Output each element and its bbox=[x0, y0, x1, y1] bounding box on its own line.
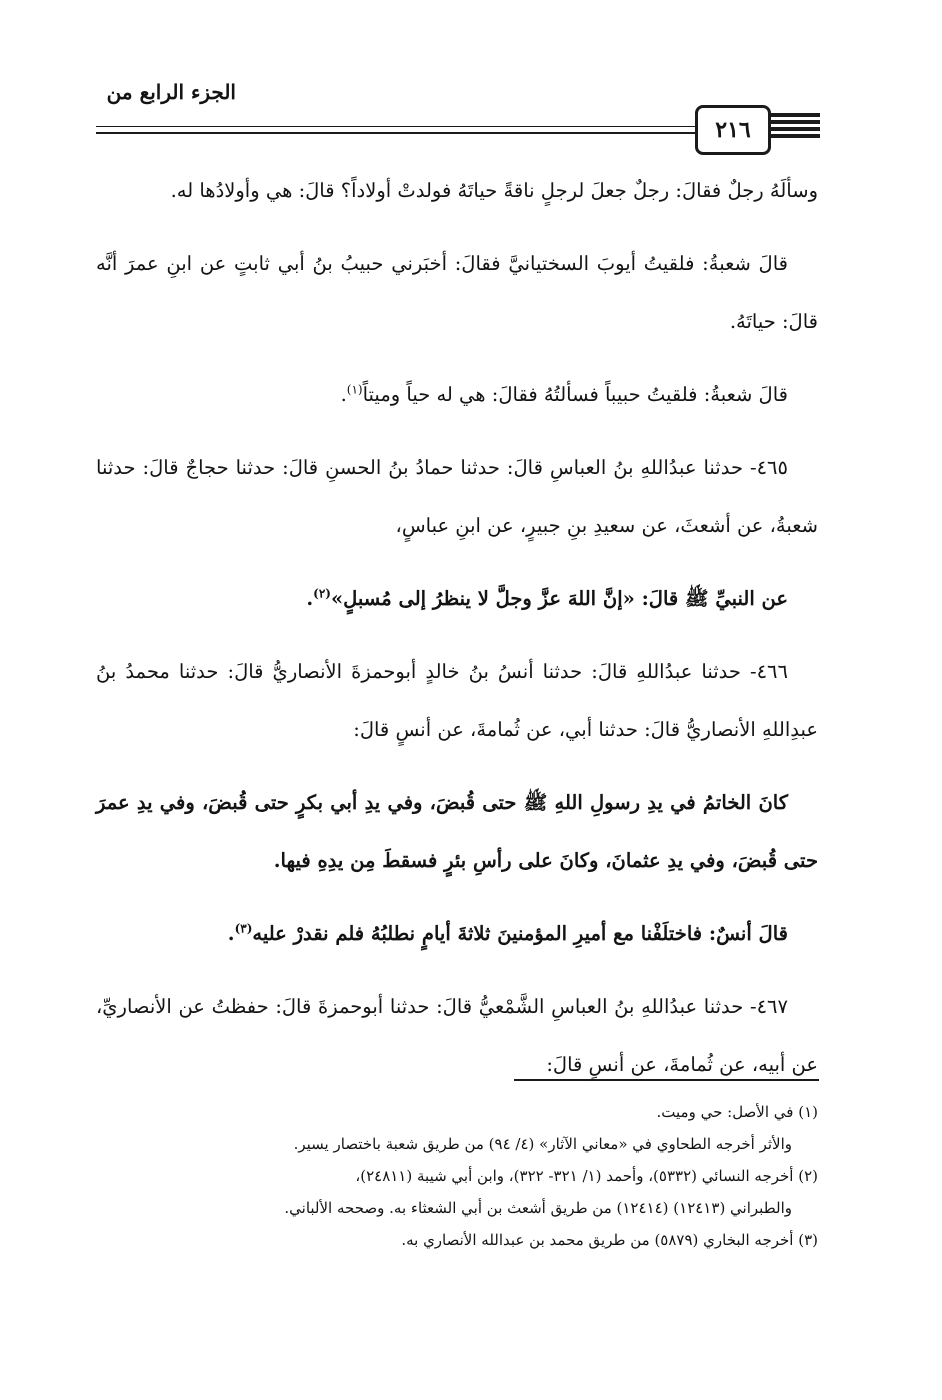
hadith-466-addendum-text: قالَ أنسٌ: فاختلَفْنا مع أميرِ المؤمنينَ ثلاثةَ أيامٍ نطلبُهُ فلم نقدرْ عليه bbox=[252, 922, 788, 945]
hadith-466: ٤٦٦- حدثنا عبدُاللهِ قالَ: حدثنا أنسُ بنُ خالدٍ أبوحمزةَ الأنصاريُّ قالَ: حدثنا محمدُ بنُ عبدِاللهِ الأنصاريُّ قالَ: حدثنا أبي، عن ثُمامةَ، عن أنسٍ قالَ: bbox=[96, 660, 818, 741]
main-text bbox=[96, 162, 818, 1109]
hadith-466-matn: كانَ الخاتمُ في يدِ رسولِ اللهِ ﷺ حتى قُبضَ، وفي يدِ أبي بكرٍ حتى قُبضَ، وفي يدِ عمرَ حتى قُبضَ، وفي يدِ عثمانَ، وكانَ على رأسِ بئرٍ فسقطَ مِن يدِهِ فيها. bbox=[96, 791, 818, 872]
footnote-3: (٣) أخرجه البخاري (٥٨٧٩) من طريق محمد بن عبدالله الأنصاري به. bbox=[401, 1231, 818, 1249]
paragraph-3-text: قالَ شعبةُ: فلقيتُ حبيباً فسألتُهُ فقالَ: هي له حياً وميتاً bbox=[362, 383, 788, 406]
footnote-2-continuation: والطبراني (١٢٤١٣) (١٢٤١٤) من طريق أشعث بن أبي الشعثاء به. وصححه الألباني. bbox=[284, 1199, 792, 1217]
hadith-467: ٤٦٧- حدثنا عبدُاللهِ بنُ العباسِ الشَّمْعيُّ قالَ: حدثنا أبوحمزةَ قالَ: حفظتُ عن الأنصاريِّ، عن أبيه، عن ثُمامةَ، عن أنسٍ قالَ: bbox=[96, 995, 818, 1076]
paragraph-1: وسألَهُ رجلٌ فقالَ: رجلٌ جعلَ لرجلٍ ناقةً حياتَهُ فولدتْ أولاداً؟ قالَ: هي وأولادُها له. bbox=[170, 179, 818, 202]
footnote-ref-2: (٢) bbox=[313, 586, 331, 601]
header-ornament-bars bbox=[768, 113, 820, 143]
footnote-1: (١) في الأصل: حي وميت. bbox=[656, 1103, 818, 1121]
footnote-separator bbox=[514, 1079, 819, 1081]
hadith-465-matn: عن النبيِّ ﷺ قالَ: «إنَّ اللهَ عزَّ وجلَّ لا ينظرُ إلى مُسبلٍ»$^{(٢)}$. bbox=[306, 586, 788, 610]
footnote-ref-1: (١) bbox=[346, 382, 363, 397]
hadith-466-addendum: قالَ أنسٌ: فاختلَفْنا مع أميرِ المؤمنينَ ثلاثةَ أيامٍ نطلبُهُ فلم نقدرْ عليه$^{(٣)}$. bbox=[227, 921, 788, 945]
running-header-title: الجزء الرابع من bbox=[106, 80, 236, 104]
footnotes bbox=[96, 1096, 818, 1256]
hadith-465-matn-text: عن النبيِّ ﷺ قالَ: «إنَّ اللهَ عزَّ وجلَّ لا ينظرُ إلى مُسبلٍ» bbox=[330, 587, 788, 610]
header-rule bbox=[96, 132, 696, 134]
page-number-box bbox=[695, 105, 771, 155]
footnote-1-continuation: والأثر أخرجه الطحاوي في «معاني الآثار» (٤/ ٩٤) من طريق شعبة باختصار يسير. bbox=[293, 1135, 792, 1153]
footnote-ref-3: (٣) bbox=[234, 921, 253, 936]
page-number: ٢١٦ bbox=[715, 117, 751, 143]
footnote-2: (٢) أخرجه النسائي (٥٣٣٢)، وأحمد (١/ ٣٢١- ٣٢٢)، وابن أبي شيبة (٢٤٨١١)، bbox=[355, 1167, 818, 1185]
paragraph-3: قالَ شعبةُ: فلقيتُ حبيباً فسألتُهُ فقالَ: هي له حياً وميتاً$^{(١)}$. bbox=[340, 382, 788, 406]
paragraph-2: قالَ شعبةُ: فلقيتُ أيوبَ السختيانيَّ فقالَ: أخبَرني حبيبُ بنُ أبي ثابتٍ عن ابنِ عمرَ أنَّه قالَ: حياتَهُ. bbox=[96, 252, 818, 333]
hadith-465: ٤٦٥- حدثنا عبدُاللهِ بنُ العباسِ قالَ: حدثنا حمادُ بنُ الحسنِ قالَ: حدثنا حجاجٌ قالَ: حدثنا شعبةُ، عن أشعثَ، عن سعيدِ بنِ جبيرٍ، عن ابنِ عباسٍ، bbox=[96, 456, 818, 537]
header-rule-thin bbox=[96, 126, 696, 127]
